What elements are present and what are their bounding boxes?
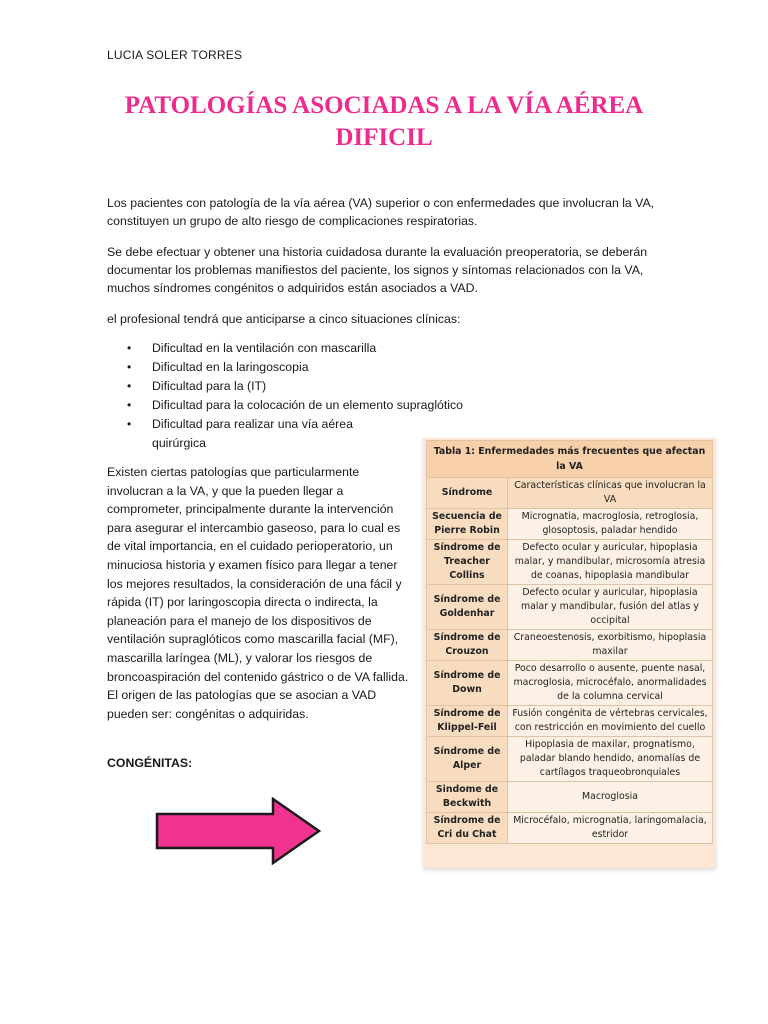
list-item-text: Dificultad para la colocación de un elemento supraglótico [152,398,464,412]
syndrome-name: Síndrome de Goldenhar [427,585,508,630]
list-item [107,358,507,377]
page-title-line-2: DIFICIL [335,124,433,151]
syndrome-features: Micrognatia, macroglosia, retroglosia, glosoptosis, paladar hendido [508,509,713,540]
syndrome-features: Defecto ocular y auricular, hipoplasia malar, y mandibular, microsomía atresia de coanas, hipoplasia mandibular [508,540,713,585]
syndrome-name: Sindome de Beckwith [427,782,508,813]
page-title-line-1: PATOLOGÍAS ASOCIADAS A LA VÍA AÉREA [124,92,644,119]
table-row [427,782,713,813]
intro-paragraph: Los pacientes con patología de la vía aérea (VA) superior o con enfermedades que involucran la VA, constituyen un grupo de alto riesgo de complicaciones respiratorias. [107,196,655,228]
bullet-icon: • [127,379,132,393]
congenitas-heading: CONGÉNITAS: [107,756,193,770]
list-item-text: Dificultad para realizar una vía aérea quirúrgica [152,417,353,450]
bullet-icon: • [127,360,132,374]
diseases-table-figure [423,438,716,868]
situations-paragraph: el profesional tendrá que anticiparse a cinco situaciones clínicas: [107,312,461,326]
syndrome-features: Hipoplasia de maxilar, prognatismo, paladar blando hendido, anomalías de cartílagos traqueobronquiales [508,737,713,782]
table-row [427,813,713,844]
right-arrow-icon [155,797,323,865]
list-item [107,339,507,358]
bullet-icon: • [127,398,132,412]
syndrome-features: Craneoestenosis, exorbitismo, hipoplasia maxilar [508,630,713,661]
author-name: LUCIA SOLER TORRES [107,48,243,62]
pathologies-paragraph: Existen ciertas patologías que particularmente involucran a la VA, y que la pueden llegar a comprometer, principalmente durante la intervención para asegurar el intercambio gaseoso, para lo cual es de vital importancia, en el cuidado perioperatorio, un minuciosa historia y examen físico para llegar a tener los mejores resultados, la consideración de una fácil y rápida (IT) por laringoscopia directa o indirecta, la planeación para el manejo de los dispositivos de ventilación supraglóticos como mascarilla facial (MF), mascarilla laríngea (ML), y valorar los riesgos de broncoaspiración del contenido gástrico o de VA fallida. El origen de las patologías que se asocian a VAD pueden ser: congénitas o adquiridas. [107,465,409,721]
syndrome-name: Síndrome de Cri du Chat [427,813,508,844]
list-item-text: Dificultad en la laringoscopia [152,360,309,374]
table-row [427,585,713,630]
clinical-situations-list [107,339,507,453]
list-item [107,396,507,415]
syndrome-features: Defecto ocular y auricular, hipoplasia malar y mandibular, fusión del atlas y occipital [508,585,713,630]
syndrome-name: Síndrome de Klippel-Feil [427,706,508,737]
bullet-icon: • [127,417,132,431]
syndrome-name: Síndrome de Down [427,661,508,706]
table-row [427,737,713,782]
table-row [427,509,713,540]
column-header-caracteristicas: Características clínicas que involucran la VA [508,478,713,509]
page-title [60,90,708,154]
diseases-table [426,440,713,844]
syndrome-features: Macroglosia [508,782,713,813]
history-paragraph: Se debe efectuar y obtener una historia cuidadosa durante la evaluación preoperatoria, se deberán documentar los problemas manifiestos del paciente, los signos y síntomas relacionados con la VA, muchos síndromes congénitos o adquiridos están asociados a VAD. [107,245,648,295]
syndrome-name: Síndrome de Crouzon [427,630,508,661]
list-item-text: Dificultad en la ventilación con mascarilla [152,341,377,355]
syndrome-name: Síndrome de Treacher Collins [427,540,508,585]
table-header-row [427,478,713,509]
table-row [427,706,713,737]
syndrome-features: Poco desarrollo o ausente, puente nasal, macroglosia, microcéfalo, anormalidades de la columna cervical [508,661,713,706]
syndrome-features: Fusión congénita de vértebras cervicales, con restricción en movimiento del cuello [508,706,713,737]
syndrome-name: Síndrome de Alper [427,737,508,782]
table-row [427,630,713,661]
table-row [427,540,713,585]
bullet-icon: • [127,341,132,355]
list-item [107,377,507,396]
table-caption: Tabla 1: Enfermedades más frecuentes que afectan la VA [427,441,713,478]
syndrome-name: Secuencia de Pierre Robin [427,509,508,540]
syndrome-features: Microcéfalo, micrognatia, laringomalacia, estridor [508,813,713,844]
column-header-sindrome: Síndrome [427,478,508,509]
table-row [427,661,713,706]
list-item [107,415,392,453]
list-item-text: Dificultad para la (IT) [152,379,267,393]
